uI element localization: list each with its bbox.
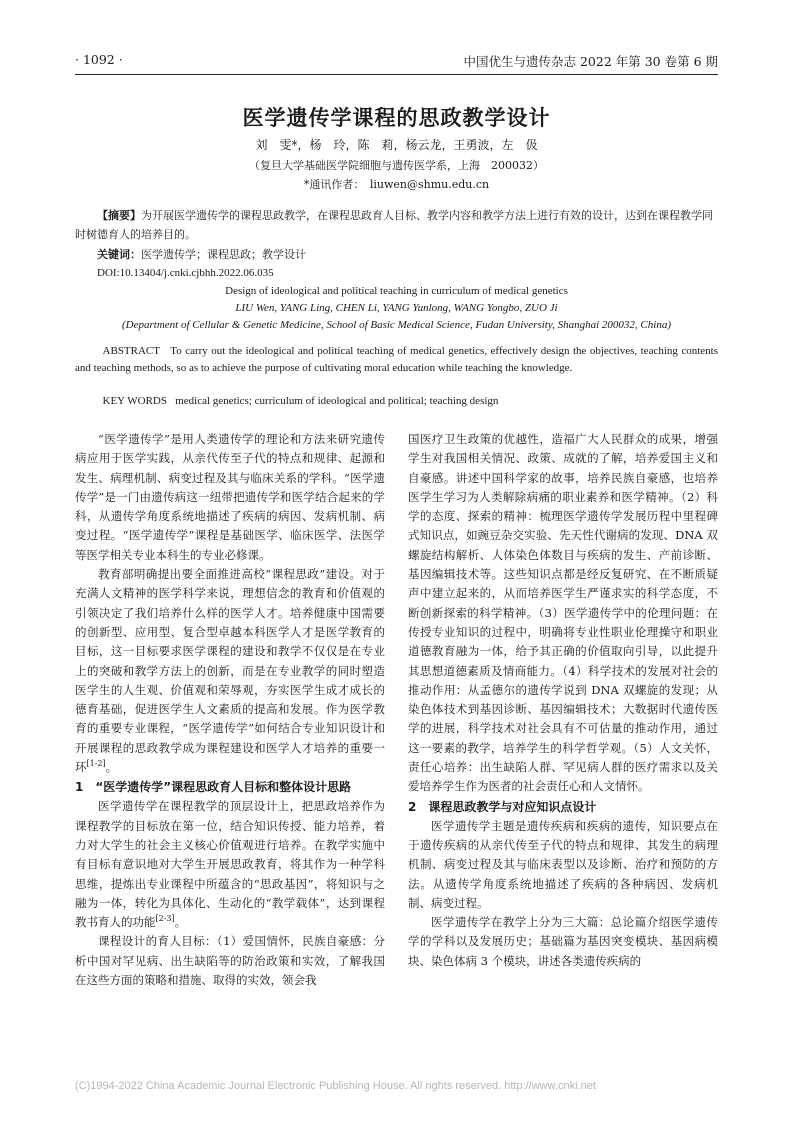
section-heading-2: 2 课程思政教学与对应知识点设计 — [408, 799, 597, 814]
left-paragraph-4: 课程设计的育人目标：（1）爱国情怀，民族自豪感：分析中国对罕见病、出生缺陷等的防治政策和实效，了解我国在这些方面的策略和措施、取得的实效，领会我 — [75, 934, 385, 988]
right-paragraph-1: 国医疗卫生政策的优越性，造福广大人民群众的成果，增强学生对我国相关情况、政策、成就的了解，培养爱国主义和自豪感。讲述中国科学家的故事，培养民族自豪感，也培养医学生学习为人类解除病痛的职业素养和医学精神。（2）科学的态度、探索的精神：梳理医学遗传学发展历程中里程碑式知识点，如豌豆杂交实验、先天性代谢病的发现、DNA 双螺旋结构解析、人体染色体数目与疾病的发生、产前诊断、基因编辑技术等。这些知识点都是经反复研究、在不断质疑声中建立起来的，从而培养医学生严谨求实的科学态度，不断创新探索的科学精神。（3）医学遗传学中的伦理问题：在传授专业知识的过程中，明确将专业性职业伦理操守和职业道德教育融为一体，给予其正确的价值取向引导，以此提升其思想道德素质及情商能力。（4）科学技术的发展对社会的推动作用：从孟德尔的遗传学说到 DNA 双螺旋的发现；从染色体技术到基因诊断、基因编辑技术；大数据时代遗传医学的进展，科学技术对社会具有不可估量的推动作用，通过这一要素的教学，培养学生的科学哲学观。（5）人文关怀，责任心培养：出生缺陷人群、罕见病人群的医疗需求以及关爱培养学生作为医者的社会责任心和人文情怀。 — [408, 432, 718, 794]
left-paragraph-3-text: 医学遗传学在课程教学的顶层设计上，把思政培养作为课程教学的目标放在第一位，结合知识传授、能力培养，着力对大学生的社会主义核心价值观进行培养。在教学实施中有目标有意识地对大学生开展思政教育，将其作为一种学科思维，提炼出专业课程中所蕴含的“思政基因”，将知识与之融为一体，转化为具体化、生动化的“教学载体”，达到课程教书育人的功能 — [75, 799, 385, 930]
left-paragraph-2 — [75, 565, 385, 777]
right-paragraph-2: 医学遗传学主题是遗传疾病和疾病的遗传，知识要点在于遗传疾病的从亲代传至子代的特点和规律、其发生的病理机制、病变过程及其与临床表型以及诊断、治疗和预防的方法。从遗传学角度系统地描述了疾病的各种病因、发病机制、病变过程。 — [408, 818, 718, 910]
abstract-cn-text: 为开展医学遗传学的课程思政教学，在课程思政育人目标、教学内容和教学方法上进行有效的设计，达到在课程教学同时树德育人的培养目的。 — [75, 209, 713, 241]
english-abstract-text: To carry out the ideological and political teaching of medical genetics, effectively design the objectives, teaching contents and teaching methods, so as to achieve the purpose of cultivating moral education while teaching the knowledge. — [75, 345, 718, 374]
left-paragraph-3 — [75, 797, 385, 932]
left-paragraph-2-text: 教育部明确提出要全面推进高校“课程思政”建设。对于充满人文精神的医学科学来说，理想信念的教育和价值观的引领决定了我们培养什么样的医学人才。培养健康中国需要的创新型、应用型、复合型卓越本科医学人才是医学教育的目标，这一目标要求医学课程的建设和教学不仅仅是在专业上的突破和教学方法上的创新，而是在专业教学的同时塑造医学生的人生观、价值观和荣辱观，夯实医学生成才成长的德育基础，促进医学生人文素质的提高和发展。作为医学教育的重要专业课程，“医学遗传学”如何结合专业知识设计和开展课程的思政教学成为课程建设和医学人才培养的重要一环 — [75, 567, 385, 775]
english-affiliation: (Department of Cellular & Genetic Medicine, School of Basic Medical Science, Fudan University, Shanghai 200032, China) — [122, 319, 671, 331]
citation-ref: [2-3] — [155, 914, 175, 924]
journal-name: 中国优生与遗传杂志 2022 年第 30 卷第 6 期 — [463, 54, 718, 69]
abstract-cn-label: 【摘要】 — [97, 209, 141, 222]
right-paragraph-3: 医学遗传学在教学上分为三大篇：总论篇介绍医学遗传学的学科以及发展历史；基础篇为基因突变模块、基因病模块、染色体病 3 个模块，讲述各类遗传疾病的 — [408, 915, 718, 968]
keywords-cn-text: 医学遗传学；课程思政；教学设计 — [141, 248, 306, 261]
left-paragraph-3-end: 。 — [174, 915, 187, 930]
right-column — [408, 430, 718, 971]
left-paragraph-1: “医学遗传学”是用人类遗传学的理论和方法来研究遗传病应用于医学实践，从亲代传至子代的特点和规律、起源和发生、病理机制、病变过程及其与临床关系的学科。“医学遗传学”是一门由遗传病这一纽带把遗传学和医学结合起来的学科，从遗传学角度系统地描述了疾病的病因、发病机制、病变过程。“医学遗传学”课程是基础医学、临床医学、法医学等医学相关专业本科生的专业必修课。 — [75, 432, 385, 562]
correspondence-email: *通讯作者： liuwen@shmu.edu.cn — [303, 178, 490, 191]
abstract-cn — [75, 206, 718, 244]
english-authors: LIU Wen, YANG Ling, CHEN Li, YANG Yunlong, WANG Yongbo, ZUO Ji — [235, 302, 558, 314]
keywords-cn — [75, 245, 740, 264]
section-heading-1: 1 “医学遗传学”课程思政育人目标和整体设计思路 — [75, 780, 352, 795]
english-keywords — [75, 393, 718, 410]
english-keywords-text: medical genetics; curriculum of ideological and political; teaching design — [175, 395, 499, 407]
header-divider — [75, 74, 718, 75]
left-paragraph-2-end: 。 — [105, 760, 118, 775]
keywords-cn-label: 关键词： — [97, 248, 141, 261]
english-abstract-label: ABSTRACT — [102, 345, 160, 357]
affiliation: （复旦大学基础医学院细胞与遗传医学系，上海 200032） — [249, 159, 544, 172]
copyright-footer: (C)1994-2022 China Academic Journal Electronic Publishing House. All rights reserved. http://www.cnki.net — [75, 1080, 596, 1092]
left-column — [75, 430, 385, 990]
citation-ref: [1-2] — [86, 759, 106, 769]
paper-title: 医学遗传学课程的思政教学设计 — [242, 106, 551, 130]
page-number: · 1092 · — [75, 52, 123, 67]
english-abstract — [75, 343, 718, 376]
doi: DOI:10.13404/j.cnki.cjbhh.2022.06.035 — [97, 267, 274, 279]
english-keywords-label: KEY WORDS — [102, 395, 167, 407]
author-list: 刘 雯*，杨 玲，陈 莉，杨云龙，王勇波，左 伋 — [255, 138, 538, 152]
english-title: Design of ideological and political teaching in curriculum of medical genetics — [225, 285, 568, 297]
